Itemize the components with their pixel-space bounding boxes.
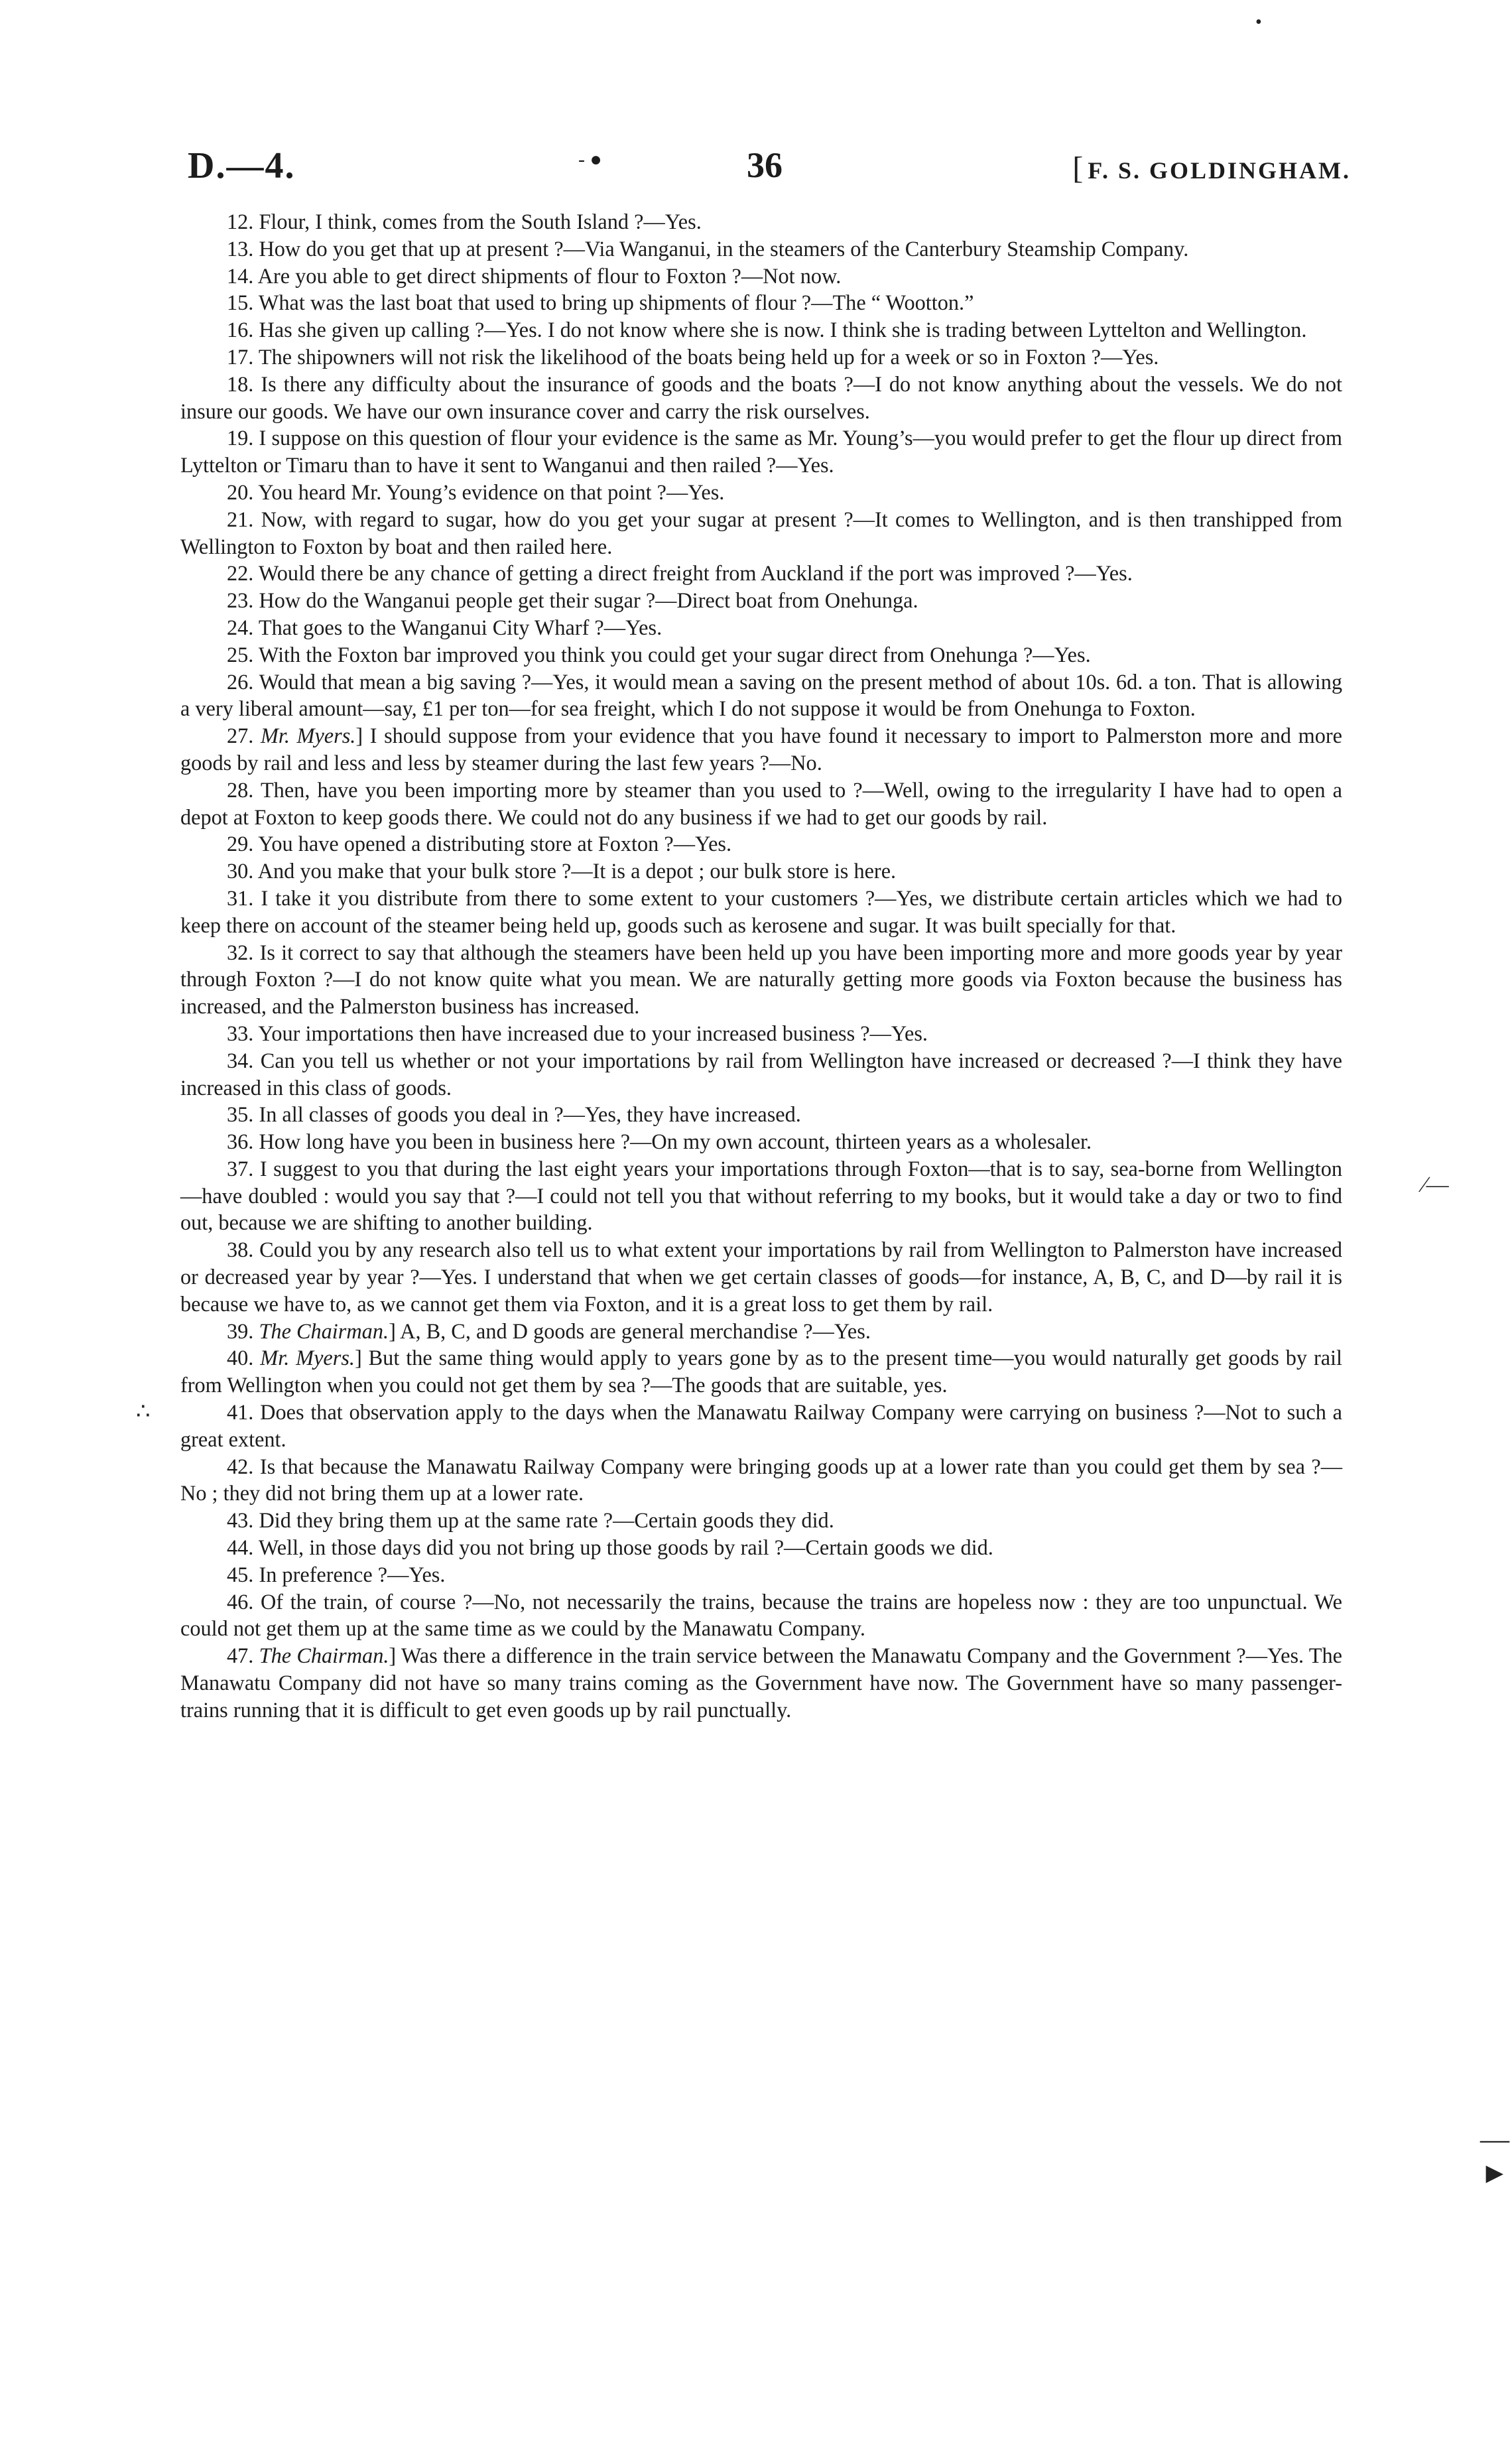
question-answer [180, 641, 1342, 669]
question-text: I suppose on this question of flour your evidence is the same as Mr. Young’s—you would prefer to get the flour up direct from Lyttelton or Timaru than to have it sent to Wanganui and then railed ?—Yes. [180, 426, 1342, 478]
question-text: I should suppose from your evidence that you have found it necessary to import to Palmerston more and more goods by rail and less and less by steamer during the last few years ?—No. [180, 724, 1342, 775]
question-text: Are you able to get direct shipments of flour to Foxton ?—Not now. [257, 263, 842, 288]
question-number: 25. [227, 642, 254, 667]
question-text: Can you tell us whether or not your importations by rail from Wellington have increased or decreased ?—I think they have increased in this class of goods. [180, 1048, 1342, 1100]
speaker-name: Mr. Myers. [260, 1346, 355, 1370]
question-answer [180, 1236, 1342, 1317]
question-answer [180, 830, 1342, 858]
question-text: You heard Mr. Young’s evidence on that point ?—Yes. [258, 480, 725, 504]
question-text: Was there a difference in the train service between the Manawatu Company and the Government ?—Yes. The Manawatu Company did not have so many trains coming as the Government have now. The Government have so many passenger-trains running that it is difficult to get even goods up by rail punctually. [180, 1643, 1342, 1722]
question-number: 40. [227, 1346, 254, 1370]
question-number: 32. [227, 940, 254, 964]
question-answer [180, 479, 1342, 506]
question-answer [180, 669, 1342, 723]
question-number: 20. [227, 480, 254, 504]
question-number: 30. [227, 859, 254, 883]
question-text: With the Foxton bar improved you think you could get your sugar direct from Onehunga ?—Yes. [258, 642, 1091, 667]
question-answer [180, 1399, 1342, 1453]
witness-name: [ F. S. GOLDINGHAM. [1072, 151, 1351, 186]
page-number: 36 [747, 145, 783, 185]
question-text: But the same thing would apply to years gone by as to the present time—you would naturally get goods by rail from Wellington when you could not get them by sea ?—The goods that are suitable, yes. [180, 1346, 1342, 1397]
question-answer: 39. The Chairman.] A, B, C, and D goods are general merchandise ?—Yes. [227, 1318, 871, 1343]
question-answer [180, 587, 1342, 614]
question-number: 33. [227, 1021, 254, 1045]
question-answer [180, 1588, 1342, 1643]
question-answer [180, 316, 1342, 344]
question-answer [180, 1534, 1342, 1561]
question-answer [180, 506, 1342, 560]
question-text: What was the last boat that used to bring up shipments of flour ?—The “ Wootton.” [258, 290, 974, 315]
question-number: 15. [227, 290, 254, 315]
question-number: 35. [227, 1102, 254, 1127]
question-number: 28. [227, 777, 254, 802]
speaker-name: The Chairman. [259, 1643, 389, 1668]
question-text: The shipowners will not risk the likelihood of the boats being held up for a week or so in Foxton ?—Yes. [258, 344, 1159, 369]
question-text: Is that because the Manawatu Railway Company were bringing goods up at a lower rate than you could get them by sea ?—No ; they did not bring them up at a lower rate. [180, 1454, 1343, 1506]
page-header [0, 145, 1512, 198]
question-text: Could you by any research also tell us to what extent your importations by rail from Wellington to Palmerston have increased or decreased year by year ?—Yes. I understand that when we get certain classes of goods—for instance, A, B, C, and D—by rail it is because we have to, as we cannot get them via Foxton, and it is a great loss to get them by rail. [180, 1238, 1342, 1316]
question-text: In all classes of goods you deal in ?—Yes, they have increased. [259, 1102, 801, 1127]
question-number: 46. [227, 1589, 254, 1614]
margin-mark: ∕— [1422, 1173, 1449, 1197]
question-number: 42. [227, 1454, 254, 1478]
question-text: Well, in those days did you not bring up those goods by rail ?—Certain goods we did. [258, 1535, 993, 1560]
question-text: Is there any difficulty about the insurance of goods and the boats ?—I do not know anything about the vessels. We do not insure our goods. We have our own insurance cover and carry the risk ourselves. [180, 371, 1342, 423]
question-text: A, B, C, and D goods are general merchandise ?—Yes. [400, 1318, 871, 1343]
question-text: Now, with regard to sugar, how do you get your sugar at present ?—It comes to Wellington, and is then transhipped from Wellington to Foxton by boat and then railed here. [180, 507, 1342, 558]
question-number: 43. [227, 1508, 254, 1533]
question-text: And you make that your bulk store ?—It is a depot ; our bulk store is here. [257, 859, 897, 883]
question-text: You have opened a distributing store at Foxton ?—Yes. [258, 832, 732, 856]
question-number: 26. [227, 669, 254, 694]
question-text: Did they bring them up at the same rate ?—Certain goods they did. [259, 1508, 834, 1533]
question-answer [180, 344, 1342, 371]
question-answer [180, 1020, 1342, 1047]
question-answer: 27. Mr. Myers.] I should suppose from your evidence that you have found it necessary to import to Palmerston more and more goods by rail and less and less by steamer during the last few years ?—No. [180, 724, 1342, 775]
question-number: 13. [227, 236, 254, 261]
question-number: 18. [227, 371, 254, 396]
question-answer [180, 1101, 1342, 1128]
question-number: 22. [227, 561, 254, 586]
question-answer [180, 1507, 1342, 1534]
question-answer [180, 1155, 1342, 1236]
question-text: Of the train, of course ?—No, not necessarily the trains, because the trains are hopeless now : they are too unpunctual. We could not get them up at the same time as we could by the Manawatu Company. [180, 1589, 1342, 1641]
question-text: Flour, I think, comes from the South Island ?—Yes. [259, 210, 702, 233]
question-number: 47. [227, 1643, 254, 1668]
question-answer [180, 208, 1342, 235]
question-answer: 47. The Chairman.] Was there a difference in the train service between the Manawatu Company and the Government ?—Yes. The Manawatu Company did not have so many trains coming as the Government have now. The Government have so many passenger-trains running that it is difficult to get even goods up by rail punctually. [180, 1643, 1342, 1722]
question-number: 29. [227, 832, 254, 856]
question-answer [180, 263, 1342, 290]
question-text: How do you get that up at present ?—Via Wanganui, in the steamers of the Canterbury Steamship Company. [259, 236, 1189, 261]
question-text: I suggest to you that during the last eight years your importations through Foxton—that is to say, sea-borne from Wellington—have doubled : would you say that ?—I could not tell you that without referring to my books, but it would take a day or two to find out, because we are shifting to another building. [180, 1156, 1342, 1235]
question-text: Would there be any chance of getting a direct freight from Auckland if the port was improved ?—Yes. [258, 561, 1133, 586]
question-answer [180, 885, 1342, 939]
question-text: How do the Wanganui people get their sugar ?—Direct boat from Onehunga. [259, 588, 918, 613]
question-number: 16. [227, 318, 254, 342]
question-answer [180, 1453, 1342, 1508]
question-number: 24. [227, 615, 254, 639]
question-answer: 40. Mr. Myers.] But the same thing would apply to years gone by as to the present time—you would naturally get goods by rail from Wellington when you could not get them by sea ?—The goods that are suitable, yes. [180, 1346, 1342, 1397]
question-number: 12. [227, 210, 254, 233]
question-text: Then, have you been importing more by steamer than you used to ?—Well, owing to the irregularity I have had to open a depot at Foxton to keep goods there. We could not do any business if we had to get our goods by rail. [180, 777, 1342, 829]
question-answer [180, 858, 1342, 885]
speaker-name: Mr. Myers. [260, 724, 356, 748]
question-number: 21. [227, 507, 254, 531]
ink-speck: • [1255, 12, 1262, 32]
question-answer [180, 939, 1342, 1020]
question-number: 27. [227, 724, 254, 748]
question-number: 34. [227, 1048, 254, 1072]
question-text: In preference ?—Yes. [259, 1562, 446, 1586]
question-answer [180, 289, 1342, 316]
question-answer [180, 614, 1342, 641]
question-answer [180, 560, 1342, 587]
question-text: How long have you been in business here ?—On my own account, thirteen years as a wholesaler. [259, 1129, 1092, 1154]
question-text: Does that observation apply to the days when the Manawatu Railway Company were carrying on business ?—Not to such a great extent. [180, 1400, 1342, 1451]
question-number: 19. [227, 426, 254, 450]
evidence-transcript [180, 208, 1342, 1724]
question-number: 14. [227, 263, 254, 288]
question-answer [180, 1047, 1342, 1102]
question-number: 37. [227, 1156, 254, 1181]
question-answer [180, 777, 1342, 831]
question-text: Is it correct to say that although the steamers have been held up you have been importing more and more goods year by year through Foxton ?—I do not know quite what you mean. We are naturally getting more goods via Foxton because the business has increased, and the Palmerston business has increased. [180, 940, 1343, 1019]
question-answer [180, 424, 1342, 479]
question-answer [180, 235, 1342, 263]
question-number: 44. [227, 1535, 254, 1560]
question-answer [180, 1561, 1342, 1588]
question-number: 31. [227, 885, 254, 910]
question-text: Would that mean a big saving ?—Yes, it would mean a saving on the present method of about 10s. 6d. a ton. That is allowing a very liberal amount—say, £1 per ton—for sea freight, which I do not suppose it would be from Onehunga to Foxton. [180, 669, 1342, 721]
question-text: I take it you distribute from there to some extent to your customers ?—Yes, we distribute certain articles which we had to keep there on account of the steamer being held up, goods such as kerosene and sugar. It was built specially for that. [180, 885, 1343, 937]
question-answer [180, 1128, 1342, 1155]
question-number: 41. [227, 1400, 254, 1425]
document-code: D.—4. [188, 145, 296, 186]
question-answer [180, 371, 1342, 425]
margin-mark: —► [1480, 2123, 1509, 2189]
margin-mark: ∴ [136, 1399, 151, 1424]
question-number: 38. [227, 1238, 254, 1262]
question-number: 23. [227, 588, 254, 613]
question-number: 45. [227, 1562, 254, 1586]
speaker-name: The Chairman. [259, 1318, 389, 1343]
question-number: 17. [227, 344, 254, 369]
question-text: Has she given up calling ?—Yes. I do not know where she is now. I think she is trading between Lyttelton and Wellington. [259, 318, 1307, 342]
question-text: That goes to the Wanganui City Wharf ?—Yes. [258, 615, 662, 639]
question-number: 39. [227, 1318, 254, 1343]
question-text: Your importations then have increased due to your increased business ?—Yes. [258, 1021, 928, 1045]
question-number: 36. [227, 1129, 254, 1154]
header-ink-mark: - ● [578, 149, 602, 170]
